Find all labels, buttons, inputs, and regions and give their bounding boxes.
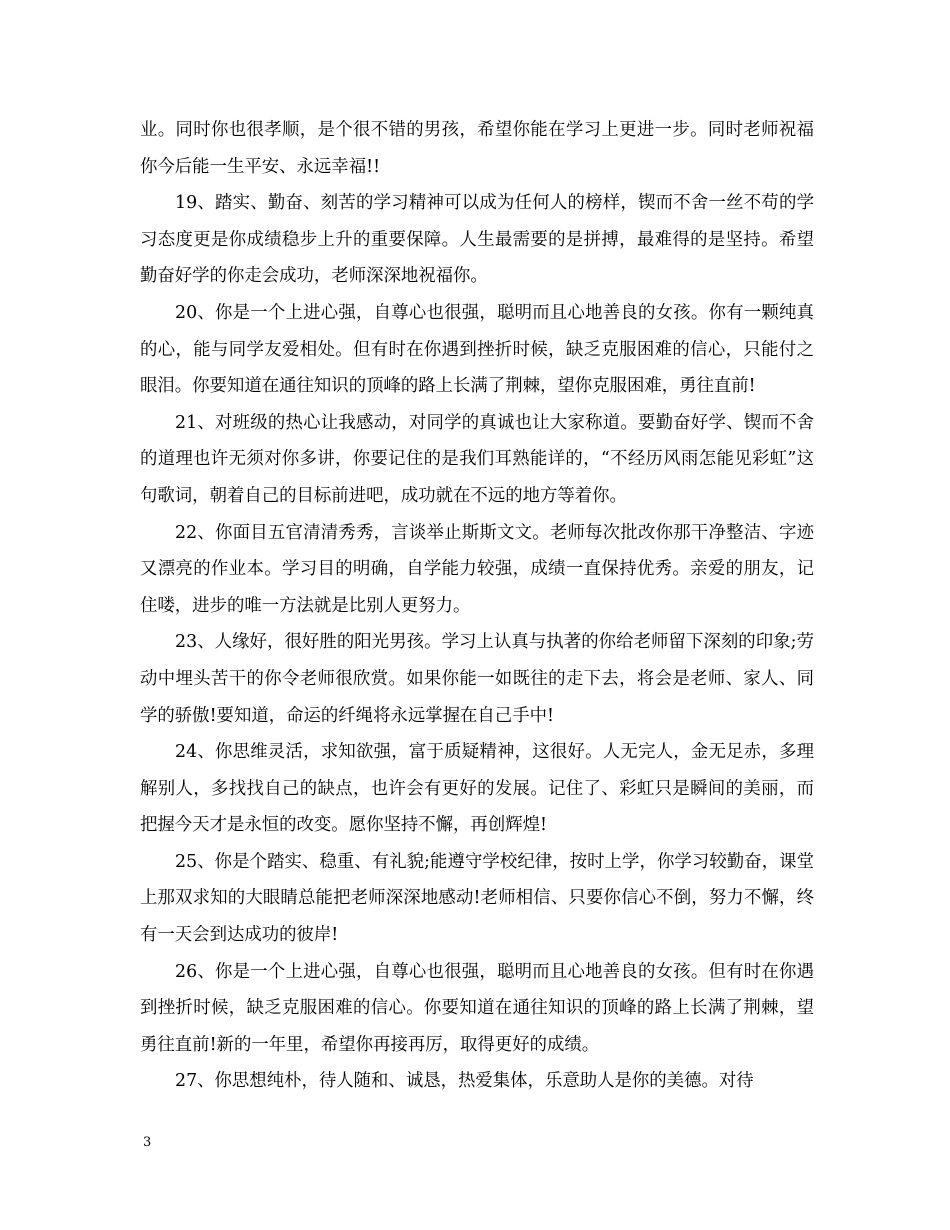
paragraph-item-25: 25、你是个踏实、稳重、有礼貌;能遵守学校纪律，按时上学，你学习较勤奋，课堂上那双求知的大眼睛总能把老师深深地感动!老师相信、只要你信心不倒，努力不懈，终有一天会到达成功的彼岸! [140,851,814,946]
paragraph-item-20: 20、你是一个上进心强，自尊心也很强，聪明而且心地善良的女孩。你有一颗纯真的心，能与同学友爱相处。但有时在你遇到挫折时候，缺乏克服困难的信心，只能付之眼泪。你要知道在通往知识的顶峰的路上长满了荆棘，望你克服困难，勇往直前! [140,302,814,397]
paragraph-item-21: 21、对班级的热心让我感动，对同学的真诚也让大家称道。要勤奋好学、锲而不舍的道理也许无须对你多讲，你要记住的是我们耳熟能详的，“不经历风雨怎能见彩虹”这句歌词，朝着自己的目标前进吧，成功就在不远的地方等着你。 [140,412,814,506]
paragraph-continuation: 业。同时你也很孝顺，是个很不错的男孩，希望你能在学习上更进一步。同时老师祝福你今后能一生平安、永远幸福!! [140,120,814,177]
paragraph-item-19: 19、踏实、勤奋、刻苦的学习精神可以成为任何人的榜样，锲而不舍一丝不苟的学习态度更是你成绩稳步上升的重要保障。人生最需要的是拼搏，最难得的是坚持。希望勤奋好学的你走会成功，老师深深地祝福你。 [140,193,814,287]
paragraph-item-22: 22、你面目五官清清秀秀，言谈举止斯斯文文。老师每次批改你那干净整洁、字迹又漂亮的作业本。学习目的明确，自学能力较强，成绩一直保持优秀。亲爱的朋友，记住喽，进步的唯一方法就是比别人更努力。 [140,522,814,616]
paragraph-item-26: 26、你是一个上进心强，自尊心也很强，聪明而且心地善良的女孩。但有时在你遇到挫折时候，缺乏克服困难的信心。你要知道在通往知识的顶峰的路上长满了荆棘，望勇往直前!新的一年里，希望你再接再厉，取得更好的成绩。 [140,961,814,1055]
page-number: 3 [143,1135,152,1150]
paragraph-item-23: 23、人缘好，很好胜的阳光男孩。学习上认真与执著的你给老师留下深刻的印象;劳动中埋头苦干的你令老师很欣赏。如果你能一如既往的走下去，将会是老师、家人、同学的骄傲!要知道，命运的纤绳将永远掌握在自己手中! [140,632,814,726]
paragraph-item-27: 27、你思想纯朴，待人随和、诚恳，热爱集体，乐意助人是你的美德。对待 [175,1071,754,1092]
paragraph-item-24: 24、你思维灵活，求知欲强，富于质疑精神，这很好。人无完人，金无足赤，多理解别人，多找找自己的缺点，也许会有更好的发展。记住了、彩虹只是瞬间的美丽，而把握今天才是永恒的改变。愿你坚持不懈，再创辉煌! [140,742,814,836]
document-body [140,112,814,1100]
